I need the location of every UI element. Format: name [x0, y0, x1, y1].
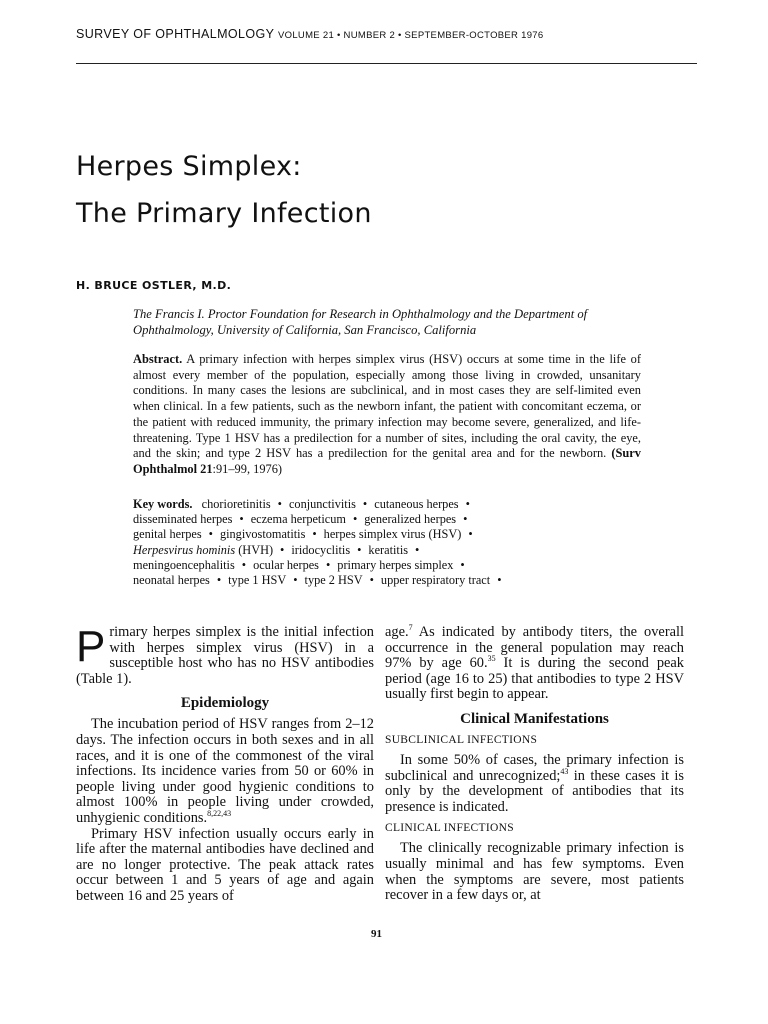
keyword: eczema herpeticum	[250, 512, 346, 527]
subheading-clinical-infections: CLINICAL INFECTIONS	[385, 822, 514, 835]
keywords-line-2	[133, 512, 653, 527]
subheading-subclinical: SUBCLINICAL INFECTIONS	[385, 733, 538, 746]
keyword: genital herpes	[133, 527, 202, 542]
keyword: conjunctivitis	[288, 497, 356, 511]
paragraph-text: in these cases it is only by the development of antibodies that its presence is indicated.	[385, 767, 684, 815]
paragraph-text: The incubation period of HSV ranges from 2–12 days. The infection occurs in both sexes and in all races, and it is one of the commonest of the viral infections. Its incidence varies from 50 or 60% in people living under good hygienic conditions to almost 100% in people living under crowded, unhygienic conditions.	[76, 716, 374, 826]
keyword-separator: •	[465, 497, 470, 511]
keywords-line-5	[133, 558, 653, 573]
keyword: herpes simplex virus (HSV)	[323, 527, 462, 542]
body-column-left	[76, 622, 374, 905]
keywords-line-6	[133, 573, 653, 588]
drop-cap: P	[76, 622, 106, 671]
keyword-separator: •	[280, 542, 285, 557]
keyword-separator: •	[362, 497, 368, 511]
reference: 43	[560, 766, 569, 776]
keyword-separator: •	[208, 527, 213, 542]
reference: 7	[408, 623, 413, 633]
keyword: type 1 HSV	[228, 573, 287, 588]
keyword-separator: •	[241, 557, 247, 572]
keywords-line-3	[133, 527, 653, 542]
keyword: (HVH)	[235, 542, 274, 557]
keyword: generalized herpes	[364, 512, 457, 527]
keywords-label: Key words.	[133, 497, 193, 511]
keyword: meningoencephalitis	[133, 557, 235, 572]
issue-info: VOLUME 21 • NUMBER 2 • SEPTEMBER-OCTOBER 1976	[278, 30, 544, 41]
title-line-1: Herpes Simplex:	[76, 151, 302, 182]
keyword: keratitis	[368, 542, 409, 557]
keyword-italic: Herpesvirus hominis	[133, 542, 236, 557]
keyword: ocular herpes	[253, 557, 319, 572]
paragraph-text: age.	[385, 624, 409, 640]
paragraph-text: In some 50% of cases, the primary infection is subclinical and unrecognized;	[385, 751, 684, 784]
keyword: cutaneous herpes	[374, 497, 459, 511]
keyword-separator: •	[277, 497, 282, 511]
keyword-separator: •	[468, 527, 473, 542]
keyword-separator: •	[357, 542, 362, 557]
keyword: upper respiratory tract	[380, 573, 491, 588]
page-number: 91	[371, 928, 382, 940]
article-title	[76, 143, 696, 237]
keyword-separator: •	[325, 557, 331, 572]
running-head	[76, 27, 696, 41]
keyword-separator: •	[460, 557, 465, 572]
clinical-paragraph: The clinically recognizable primary infection is usually minimal and has few symptoms. Even when the symptoms are severe, most patients recover in a few days or, at	[385, 840, 684, 904]
intro-text: rimary herpes simplex is the initial infection with herpes simplex virus (HSV) in a susceptible host who has no HSV antibodies (Table 1).	[76, 624, 374, 687]
abstract-text: A primary infection with herpes simplex virus (HSV) occurs at some time in the life of almost every member of the population, especially among those living in crowded, unsanitary conditions. In many cases the lesions are subclinical, and in most cases they are self-limited even when clinical. In a few patients, such as the newborn infant, the patient with concomitant eczema, or the patient with reduced immunity, the primary infection may become severe, generalized, and life-threatening. Type 1 HSV has a predilection for a number of sites, including the oral cavity, the eye, and the skin; and type 2 HSV has a predilection for the genital area and for the newborn.	[133, 352, 641, 461]
title-line-2: The Primary Infection	[76, 198, 372, 229]
keyword: chorioretinitis	[201, 497, 271, 511]
epidemiology-paragraph-1	[76, 717, 374, 826]
abstract-citation-pages: :91–99, 1976)	[212, 461, 283, 476]
keyword-separator: •	[463, 512, 468, 527]
keyword-separator: •	[497, 573, 502, 588]
keywords-line-1	[133, 497, 653, 512]
keyword: disseminated herpes	[133, 512, 233, 527]
keyword-separator: •	[239, 512, 244, 527]
journal-name: SURVEY OF OPHTHALMOLOGY	[76, 27, 275, 41]
heading-clinical-manifestations: Clinical Manifestations	[460, 710, 609, 727]
heading-epidemiology: Epidemiology	[180, 695, 270, 712]
header-rule	[76, 63, 697, 64]
reference: 8,22,43	[207, 809, 232, 819]
keyword-separator: •	[216, 573, 222, 588]
keywords	[133, 497, 653, 588]
keyword: primary herpes simplex	[337, 557, 454, 572]
epidemiology-paragraph-2: Primary HSV infection usually occurs early in life after the maternal antibodies have declined and are no longer protective. The peak attack rates occur between 1 and 5 years of age and again between 16 and 25 years of	[76, 825, 374, 904]
author: H. BRUCE OSTLER, M.D.	[76, 279, 232, 292]
keywords-line-4	[133, 543, 653, 558]
abstract	[133, 352, 641, 478]
keyword-separator: •	[312, 527, 317, 542]
paragraph-text: As indicated by antibody titers, the overall occurrence in the general population may reach 97% by age 60.	[385, 624, 684, 672]
paragraph-text: It is during the second peak period (age 16 to 25) that antibodies to type 2 HSV usually first begin to appear.	[385, 655, 684, 703]
intro-paragraph	[76, 622, 374, 687]
keyword: iridocyclitis	[291, 542, 351, 557]
reference: 35	[487, 654, 496, 664]
continued-paragraph	[385, 625, 684, 703]
keyword: gingivostomatitis	[219, 527, 306, 542]
keyword: type 2 HSV	[304, 573, 363, 588]
abstract-citation-journal: (Surv Ophthalmol 21	[133, 446, 641, 476]
subclinical-paragraph	[385, 753, 684, 815]
keyword-separator: •	[352, 512, 358, 527]
keyword-separator: •	[293, 573, 298, 588]
keyword: neonatal herpes	[133, 573, 210, 588]
keyword-separator: •	[369, 573, 374, 588]
affiliation: The Francis I. Proctor Foundation for Research in Ophthalmology and the Department of Ophthalmology, University of California, San Francisco, California	[133, 307, 588, 337]
keyword-separator: •	[415, 542, 420, 557]
abstract-label: Abstract.	[133, 352, 183, 366]
body-column-right	[385, 625, 684, 904]
